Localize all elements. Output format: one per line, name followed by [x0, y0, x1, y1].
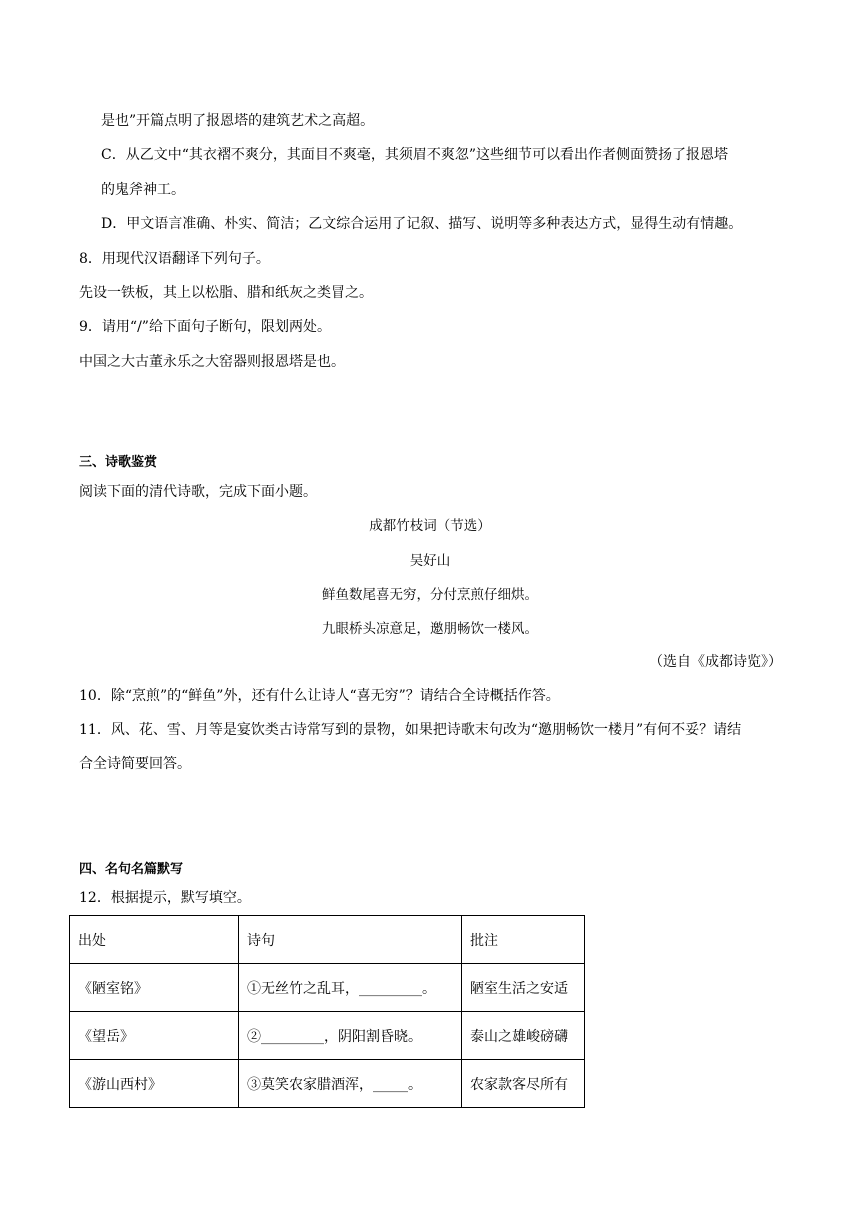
question-8: 8．用现代汉语翻译下列句子。: [79, 251, 270, 267]
table-header-row: [70, 916, 585, 964]
section-heading-recitation: 四、名句名篇默写: [79, 862, 184, 877]
poetry-intro: 阅读下面的清代诗歌，完成下面小题。: [79, 484, 317, 500]
poem-line-1: 鲜鱼数尾喜无穷，分付烹煎仔细烘。: [322, 587, 538, 603]
question-9: 9．请用“/”给下面句子断句，限划两处。: [79, 319, 331, 335]
table-header-cell: 出处: [70, 916, 239, 964]
table-cell-source: 《陋室铭》: [70, 964, 239, 1012]
poem-source: （选自《成都诗览》）: [649, 654, 782, 670]
table-row: [70, 964, 585, 1012]
option-d: D．甲文语言准确、朴实、简洁；乙文综合运用了记叙、描写、说明等多种表达方式，显得生动有情趣。: [101, 216, 743, 232]
poem-author: 吴好山: [409, 553, 451, 569]
table-cell-note: 陋室生活之安适: [462, 964, 585, 1012]
table-row: [70, 1012, 585, 1060]
table-cell-note: 泰山之雄峻磅礴: [462, 1012, 585, 1060]
table-cell-verse[interactable]: ①无丝竹之乱耳，_________。: [239, 964, 462, 1012]
table-cell-verse[interactable]: ②_________，阴阳割昏晓。: [239, 1012, 462, 1060]
option-c-line2: 的鬼斧神工。: [101, 182, 185, 198]
option-b-continuation: 是也”开篇点明了报恩塔的建筑艺术之高超。: [101, 113, 375, 129]
question-11-line2: 合全诗简要回答。: [79, 756, 191, 772]
table-cell-verse[interactable]: ③莫笑农家腊酒浑，_____。: [239, 1060, 462, 1108]
section-heading-poetry: 三、诗歌鉴赏: [79, 455, 158, 470]
question-10: 10．除“烹煎”的“鲜鱼”外，还有什么让诗人“喜无穷”？请结合全诗概括作答。: [79, 688, 560, 704]
poem-title: 成都竹枝词（节选）: [369, 518, 491, 534]
table-header-cell: 批注: [462, 916, 585, 964]
table-row: [70, 1060, 585, 1108]
poem-line-2: 九眼桥头凉意足，邀朋畅饮一楼风。: [322, 621, 538, 637]
question-11-line1: 11．风、花、雪、月等是宴饮类古诗常写到的景物，如果把诗歌末句改为“邀朋畅饮一楼月”有何不妥？请结: [79, 722, 742, 738]
question-9-sentence: 中国之大古董永乐之大窑器则报恩塔是也。: [79, 354, 345, 370]
table-cell-note: 农家款客尽所有: [462, 1060, 585, 1108]
table-cell-source: 《望岳》: [70, 1012, 239, 1060]
table-cell-source: 《游山西村》: [70, 1060, 239, 1108]
question-12: 12．根据提示，默写填空。: [79, 890, 251, 906]
question-8-sentence: 先设一铁板，其上以松脂、腊和纸灰之类冒之。: [79, 285, 373, 301]
table-header-cell: 诗句: [239, 916, 462, 964]
option-c-line1: C．从乙文中“其衣褶不爽分，其面目不爽毫，其须眉不爽忽”这些细节可以看出作者侧面赞扬了报恩塔: [101, 147, 729, 163]
recitation-table: [69, 915, 585, 1108]
